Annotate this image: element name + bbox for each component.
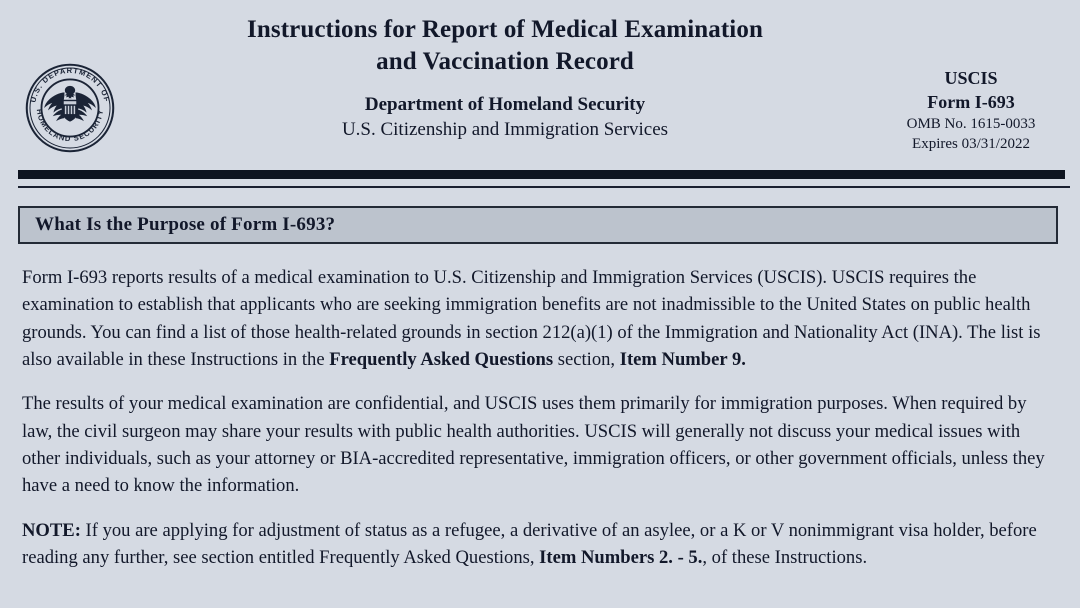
paragraph-purpose-bold-2: Item Number 9.	[619, 348, 746, 370]
svg-text:U.S. DEPARTMENT OF: U.S. DEPARTMENT OF	[28, 66, 112, 104]
header-rule-thin	[18, 186, 1070, 188]
paragraph-confidentiality-text: The results of your medical examination are confidential, and USCIS uses them primarily for immigration purposes. When required by law, the civil surgeon may share your results with public health authorities. USCIS will generally not discuss your medical issues with other individuals, such as your attorney or BIA-accredited representative, immigration officers, or other government officials, unless they have a need to know the information.	[22, 393, 1045, 497]
document-title-line-2: and Vaccination Record	[376, 48, 634, 75]
svg-text:HOMELAND SECURITY: HOMELAND SECURITY	[34, 108, 106, 144]
paragraph-note-bold-1: Item Numbers 2. - 5.	[539, 546, 703, 568]
document-header	[0, 0, 1080, 158]
agency-name: U.S. Citizenship and Immigration Services	[341, 119, 669, 140]
paragraph-note	[22, 517, 1052, 572]
form-agency-label: USCIS	[944, 68, 998, 88]
form-number-label: Form I-693	[927, 92, 1015, 113]
paragraph-purpose-text-1: Form I-693 reports results of a medical examination to U.S. Citizenship and Immigration Services (USCIS). USCIS requires the examination to establish that applicants who are seeking immigration benefits are not inadmissible to the United States on public health grounds. You can find a list of those health-related grounds in section 212(a)(1) of the Immigration and Nationality Act (INA). The list is also available in these Instructions in the	[22, 267, 1041, 370]
note-label: NOTE:	[22, 519, 81, 541]
paragraph-purpose	[22, 264, 1052, 373]
document-title	[140, 14, 870, 78]
section-heading-box	[18, 206, 1058, 244]
omb-number-label: OMB No. 1615-0033	[906, 116, 1036, 133]
title-block	[140, 14, 870, 141]
paragraph-purpose-text-2: section,	[553, 348, 620, 370]
paragraph-note-text-2: , of these Instructions.	[702, 546, 868, 568]
form-metadata	[876, 66, 1066, 154]
section-heading-title: What Is the Purpose of Form I-693?	[35, 214, 336, 235]
paragraph-note-text-1: If you are applying for adjustment of status as a refugee, a derivative of an asylee, or a K or V nonimmigrant visa holder, before reading any further, see section entitled Frequently Asked Questions,	[22, 519, 1037, 568]
dhs-seal-icon	[24, 62, 116, 154]
paragraph-confidentiality	[22, 390, 1052, 499]
paragraph-purpose-bold-1: Frequently Asked Questions	[329, 348, 554, 370]
header-rule-thick	[18, 170, 1065, 179]
body-content	[22, 264, 1052, 571]
document-title-line-1: Instructions for Report of Medical Examination	[247, 16, 763, 43]
department-name: Department of Homeland Security	[364, 94, 646, 115]
expiration-date-label: Expires 03/31/2022	[912, 136, 1030, 153]
